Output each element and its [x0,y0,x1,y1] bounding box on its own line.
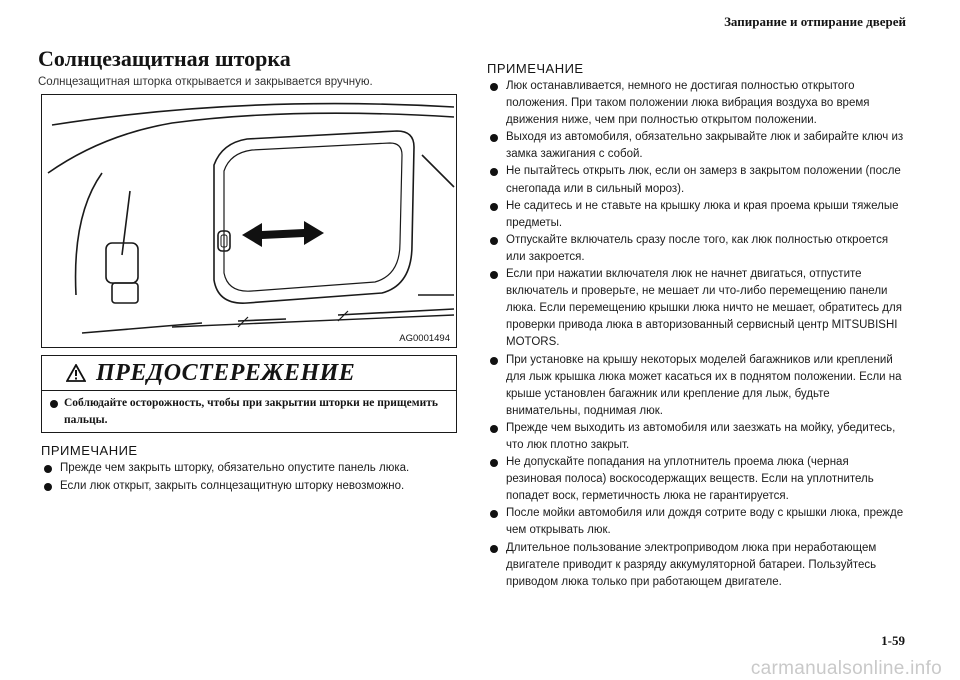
list-item-text: Выходя из автомобиля, обязательно закрывайте люк и забирайте ключ из замка зажигания с собой. [506,131,904,161]
note-left-section [41,443,461,495]
warning-text: Соблюдайте осторожность, чтобы при закрытии шторки не прищемить пальцы. [64,397,438,426]
list-item-text: Прежде чем выходить из автомобиля или заезжать на мойку, убедитесь, что люк плотно закрыт. [506,421,896,451]
list-item [487,540,907,591]
list-item [487,78,907,129]
note-right-list [487,78,907,591]
bullet-icon [490,510,498,518]
warning-header [42,356,456,391]
bullet-icon [50,400,58,408]
section-intro: Солнцезащитная шторка открывается и закрывается вручную. [38,76,373,88]
warning-text-block [42,391,456,429]
list-item [487,232,907,266]
warning-triangle-icon [66,364,86,382]
bullet-icon [490,203,498,211]
figure-code: AG0001494 [399,333,450,344]
bullet-icon [490,168,498,176]
bullet-icon [490,271,498,279]
list-item [487,198,907,232]
list-item [487,352,907,420]
list-item-text: Не пытайтесь открыть люк, если он замерз в закрытом положении (после снегопада или в сильный мороз). [506,165,901,195]
bullet-icon [490,357,498,365]
list-item [487,420,907,454]
list-item-text: Люк останавливается, немного не достигая полностью открытого положения. При таком положении люка вибрация воздуха во время движения ниже, чем при полностью открытом положении. [506,80,870,127]
sunroof-diagram [42,95,456,347]
bullet-icon [44,465,52,473]
list-item-text: Отпускайте включатель сразу после того, как люк полностью откроется или закроется. [506,233,889,263]
list-item-text: Если люк открыт, закрыть солнцезащитную шторку невозможно. [60,479,405,492]
list-item-text: После мойки автомобиля или дождя сотрите воду с крышки люка, прежде чем открывать люк. [506,507,904,537]
note-left-list [41,460,461,495]
note-left-heading: ПРИМЕЧАНИЕ [41,443,138,458]
list-item [487,454,907,505]
bullet-icon [44,483,52,491]
section-title: Солнцезащитная шторка [38,46,291,71]
bullet-icon [490,545,498,553]
warning-title: ПРЕДОСТЕРЕЖЕНИЕ [96,359,356,386]
watermark-text: carmanualsonline.info [750,658,942,679]
list-item [487,505,907,539]
list-item-text: Если при нажатии включателя люк не начнет двигаться, отпустите включатель и проверьте, не мешает ли что-либо перемещению панели люка. Если перемещению крышки люка ничто не мешает, обратитесь для проверки привода люка в авторизованный сервисный центр MITSUBISHI MOTORS. [506,268,902,349]
list-item-text: При установке на крышу некоторых моделей багажников или креплений для лыж крышка люка может касаться их в поднятом положении. Если на крыше установлен багажник или крепление для лыж, будьте внимательны, поднимая люк. [506,353,902,417]
note-right-section [487,61,907,591]
list-item-text: Не допускайте попадания на уплотнитель проема люка (черная резиновая полоса) воскосодержащих веществ. Если на уплотнитель попадет воск, герметичность люка не гарантируется. [506,456,874,503]
bullet-icon [490,83,498,91]
list-item-text: Прежде чем закрыть шторку, обязательно опустите панель люка. [60,462,410,474]
bullet-icon [490,459,498,467]
bullet-icon [490,237,498,245]
sunshade-illustration [41,94,457,348]
list-item [487,163,907,197]
page-number: 1-59 [881,633,905,648]
list-item [487,266,907,351]
list-item-text: Длительное пользование электроприводом люка при неработающем двигателе приводит к разряду аккумуляторной батареи. Пользуйтесь приводом люка только при работающем двигателе. [506,541,877,588]
warning-box [41,355,457,433]
bullet-icon [490,425,498,433]
bullet-icon [490,134,498,142]
list-item [41,460,461,478]
note-right-heading: ПРИМЕЧАНИЕ [487,61,584,76]
list-item [487,129,907,163]
list-item-text: Не садитесь и не ставьте на крышку люка и края проема крыши тяжелые предметы. [506,199,899,229]
page-header-title: Запирание и отпирание дверей [724,14,906,29]
list-item [41,478,461,496]
